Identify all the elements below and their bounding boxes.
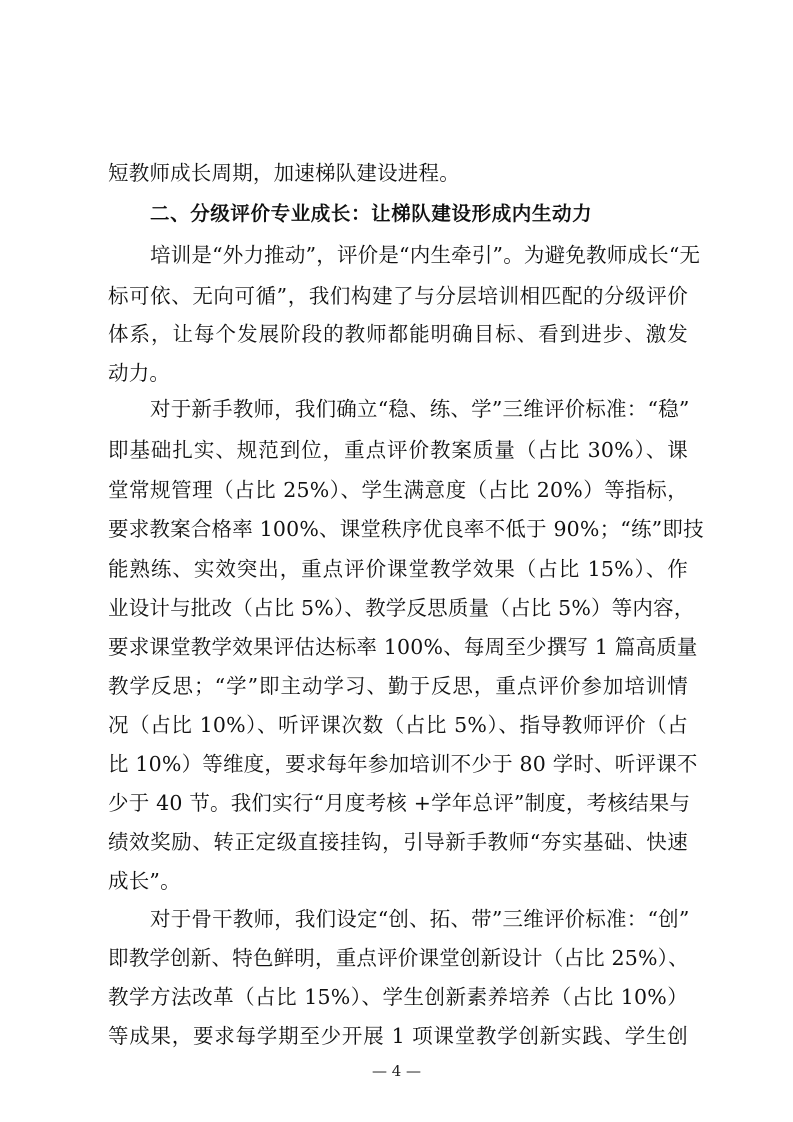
paragraph-line: 体系，让每个发展阶段的教师都能明确目标、看到进步、激发 — [108, 322, 688, 346]
paragraph-line: 动力。 — [108, 361, 171, 385]
paragraph-line: 能熟练、实效突出，重点评价课堂教学效果（占比 15%）、作 — [108, 557, 688, 581]
paragraph-line: 教学方法改革（占比 15%）、学生创新素养培养（占比 10%） — [108, 985, 688, 1009]
paragraph-line: 况（占比 10%）、听评课次数（占比 5%）、指导教师评价（占 — [108, 713, 688, 737]
paragraph-line-continuation: 短教师成长周期，加速梯队建设进程。 — [108, 161, 460, 185]
paragraph-line: 业设计与批改（占比 5%）、教学反思质量（占比 5%）等内容， — [108, 596, 695, 620]
paragraph-line: 要求课堂教学效果评估达标率 100%、每周至少撰写 1 篇高质量 — [108, 635, 698, 659]
paragraph-line: 教学反思；“学”即主动学习、勤于反思，重点评价参加培训情 — [108, 674, 688, 698]
paragraph-line: 绩效奖励、转正定级直接挂钩，引导新手教师“夯实基础、快速 — [108, 830, 688, 854]
paragraph-line: 成长”。 — [108, 869, 181, 893]
paragraph-line: 即教学创新、特色鲜明，重点评价课堂创新设计（占比 25%）、 — [108, 946, 689, 970]
paragraph-line: 少于 40 节。我们实行“月度考核 +学年总评”制度，考核结果与 — [108, 791, 691, 815]
paragraph-line: 即基础扎实、规范到位，重点评价教案质量（占比 30%）、课 — [108, 438, 688, 462]
paragraph-line: 对于新手教师，我们确立“稳、练、学”三维评价标准：“稳” — [150, 397, 690, 421]
paragraph-line: 等成果，要求每学期至少开展 1 项课堂教学创新实践、学生创 — [108, 1024, 688, 1048]
paragraph-line: 比 10%）等维度，要求每年参加培训不少于 80 学时、听评课不 — [108, 752, 698, 776]
paragraph-line: 培训是“外力推动”，评价是“内生牵引”。为避免教师成长“无 — [150, 243, 701, 267]
paragraph-line: 对于骨干教师，我们设定“创、拓、带”三维评价标准：“创” — [150, 907, 690, 931]
page-number: — 4 — — [371, 1062, 422, 1080]
paragraph-line: 堂常规管理（占比 25%）、学生满意度（占比 20%）等指标， — [108, 478, 688, 502]
section-heading: 二、分级评价专业成长：让梯队建设形成内生动力 — [150, 202, 593, 225]
paragraph-line: 要求教案合格率 100%、课堂秩序优良率不低于 90%；“练”即技 — [108, 517, 704, 541]
paragraph-line: 标可依、无向可循”，我们构建了与分层培训相匹配的分级评价 — [108, 284, 688, 308]
